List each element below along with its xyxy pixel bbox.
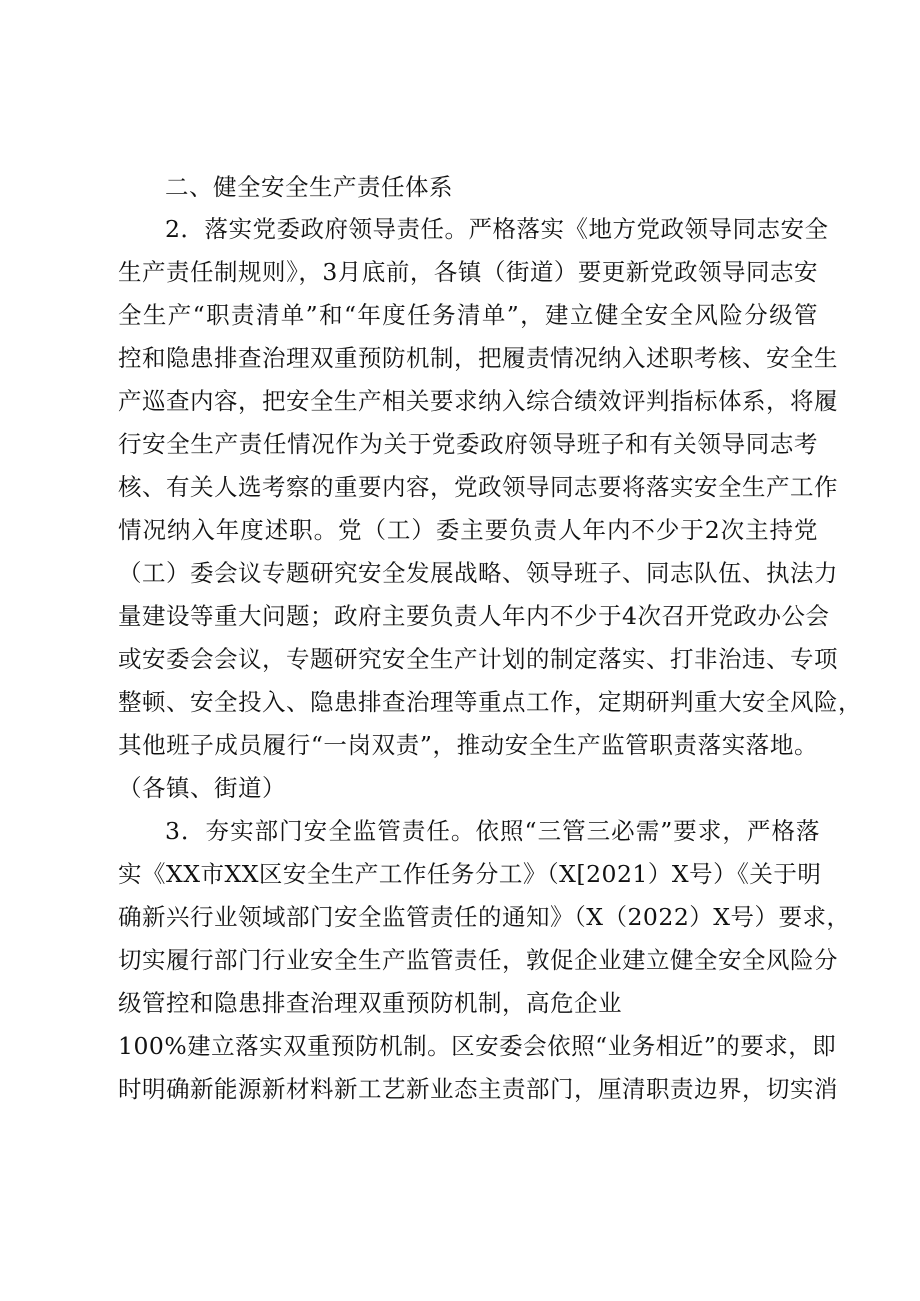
paragraph-line: 切实履行部门行业安全生产监管责任，敦促企业建立健全安全风险分 (118, 946, 838, 974)
paragraph-line: 控和隐患排查治理双重预防机制，把履责情况纳入述职考核、安全生 (118, 344, 838, 372)
paragraph-line: 时明确新能源新材料新工艺新业态主责部门，厘清职责边界，切实消 (118, 1075, 838, 1103)
paragraph-line: 核、有关人选考察的重要内容，党政领导同志要将落实安全生产工作 (118, 473, 838, 501)
paragraph-line: 实《XX市XX区安全生产工作任务分工》（X[2021）X号）《关于明 (118, 860, 822, 888)
paragraph-line: 全生产“职责清单”和“年度任务清单”，建立健全安全风险分级管 (118, 301, 818, 329)
paragraph-line: 级管控和隐患排查治理双重预防机制，高危企业 (118, 989, 622, 1017)
paragraph-line: 3．夯实部门安全监管责任。依照“三管三必需”要求，严格落 (165, 817, 820, 845)
paragraph-line: 量建设等重大问题；政府主要负责人年内不少于4次召开党政办公会 (118, 602, 830, 630)
paragraph-line: （各镇、街道） (118, 774, 286, 802)
paragraph-line: 100%建立落实双重预防机制。区安委会依照“业务相近”的要求，即 (118, 1032, 837, 1060)
section-heading: 二、健全安全生产责任体系 (165, 173, 453, 201)
paragraph-line: 生产责任制规则》，3月底前，各镇（街道）要更新党政领导同志安 (118, 258, 818, 286)
paragraph-line: 确新兴行业领域部门安全监管责任的通知》（X（2022）X号）要求， (118, 903, 851, 931)
paragraph-line: 整顿、安全投入、隐患排查治理等重点工作，定期研判重大安全风险， (118, 688, 862, 716)
paragraph-line: 2．落实党委政府领导责任。严格落实《地方党政领导同志安全 (165, 215, 829, 243)
paragraph-line: 行安全生产责任情况作为关于党委政府领导班子和有关领导同志考 (118, 430, 818, 458)
paragraph-line: 情况纳入年度述职。党（工）委主要负责人年内不少于2次主持党 (118, 516, 818, 544)
paragraph-line: 其他班子成员履行“一岗双责”，推动安全生产监管职责落实落地。 (118, 731, 818, 759)
paragraph-line: 或安委会会议，专题研究安全生产计划的制定落实、打非治违、专项 (118, 645, 838, 673)
paragraph-line: （工）委会议专题研究安全发展战略、领导班子、同志队伍、执法力 (118, 559, 838, 587)
paragraph-line: 产巡查内容，把安全生产相关要求纳入综合绩效评判指标体系，将履 (118, 387, 838, 415)
